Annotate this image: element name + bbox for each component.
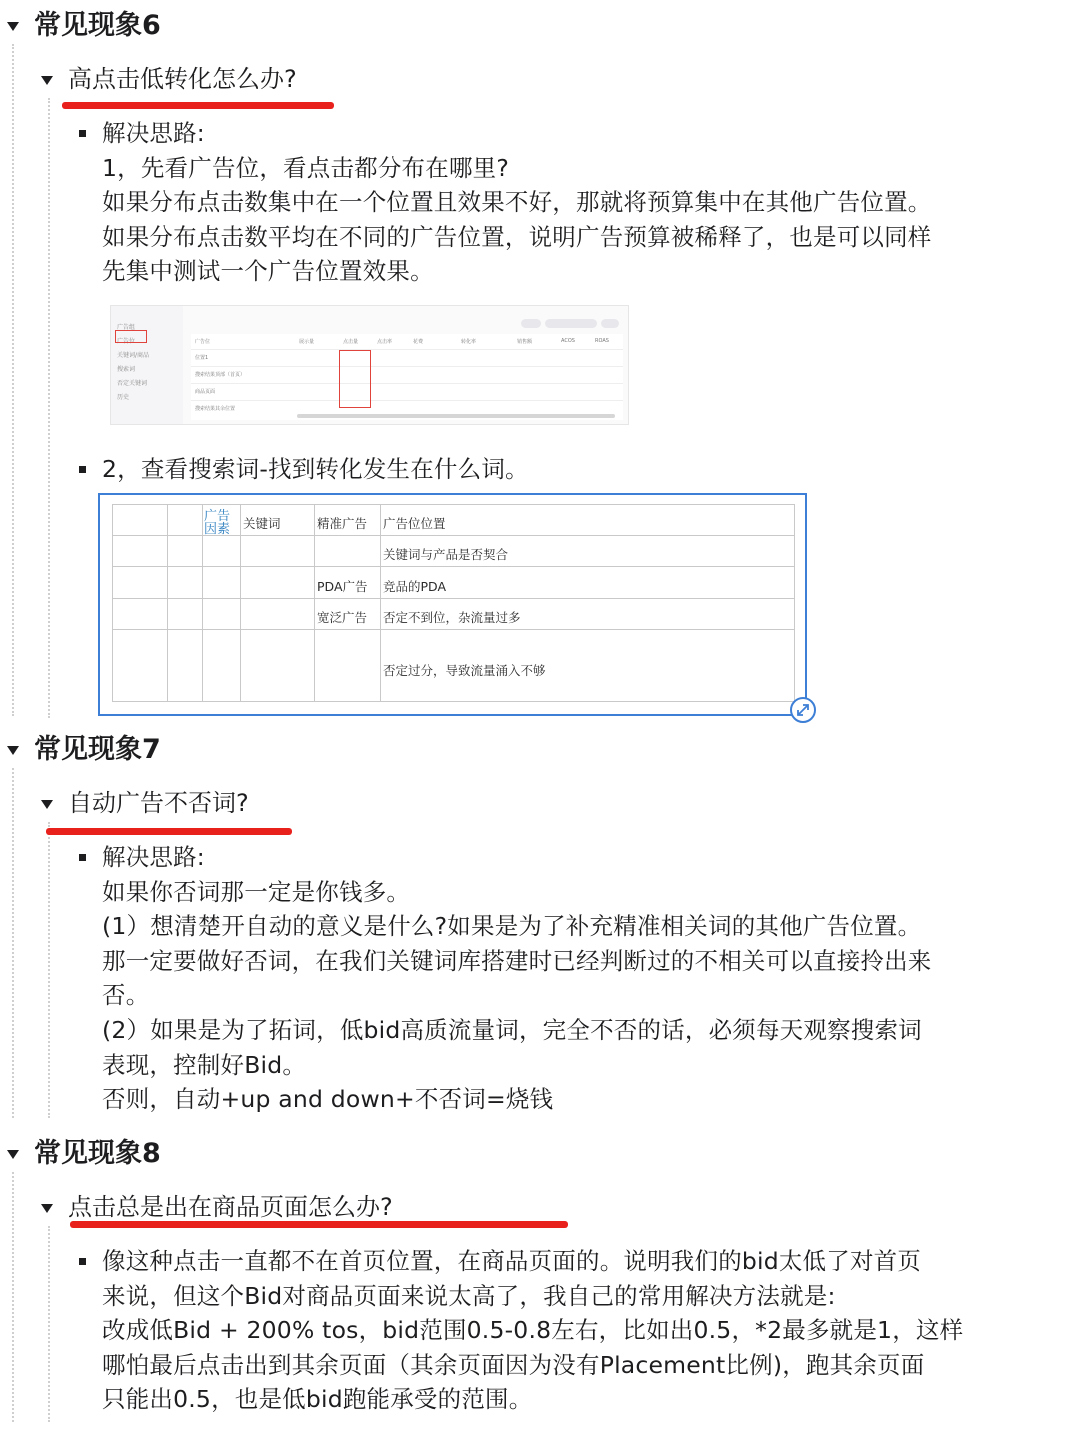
ad-desc: 关键词与产品是否契合	[383, 547, 509, 562]
ad-desc: 广告位位置	[383, 516, 446, 531]
outline-guide-l2	[48, 1226, 50, 1422]
outline-guide-l2	[48, 822, 50, 1118]
collapse-toggle-icon[interactable]	[41, 800, 53, 809]
keyword-label: 关键词	[243, 516, 281, 531]
ad-factor-table-image[interactable]	[98, 493, 807, 716]
ad-desc: 否定不到位，杂流量过多	[383, 610, 521, 625]
bullet-icon	[79, 854, 86, 861]
outline-guide-l2	[48, 98, 50, 718]
ad-placement-screenshot: 广告组 广告位 关键词/商品 搜索词 否定关键词 历史 广告位 展示量 点击量 点击率 花费 转化率 销售额 ACOS ROAS 位置1 搜索结果顶部（首页） 商品页面 搜索结果其余位置	[110, 305, 629, 425]
question-heading: 高点击低转化怎么办?	[68, 65, 297, 93]
bullet-icon	[79, 130, 86, 137]
ad-type: 精准广告	[317, 516, 368, 531]
bullet-text: 解决思路: 1，先看广告位，看点击都分布在哪里? 如果分布点击数集中在一个位置且效果不好，那就将预算集中在其他广告位置。 如果分布点击数平均在不同的广告位置，说明广告预算被稀释了，也是可以同样 先集中测试一个广告位置效果。	[102, 119, 932, 286]
outline-guide-l1	[12, 1172, 14, 1422]
collapse-toggle-icon[interactable]	[7, 1150, 19, 1159]
ad-type: PDA广告	[317, 579, 368, 594]
section-heading: 常见现象6	[34, 10, 161, 41]
collapse-toggle-icon[interactable]	[41, 1204, 53, 1213]
factor-label: 广告因素	[203, 509, 230, 537]
red-underline	[70, 1221, 568, 1228]
question-heading: 自动广告不否词?	[68, 789, 249, 817]
collapse-toggle-icon[interactable]	[7, 746, 19, 755]
outline-guide-l1	[12, 768, 14, 1118]
ad-desc: 竞品的PDA	[383, 579, 446, 594]
collapse-toggle-icon[interactable]	[7, 22, 19, 31]
bullet-text: 解决思路: 如果你否词那一定是你钱多。 (1）想清楚开自动的意义是什么?如果是为了补充精准相关词的其他广告位置。 那一定要做好否词，在我们关键词库搭建时已经判断过的不相关可以直接拎出来 否。 (2）如果是为了拓词，低bid高质流量词，完全不否的话，必须每天观察搜索词 表现，控制好Bid。 否则，自动+up and down+不否词=烧钱	[102, 843, 932, 1114]
bullet-icon	[79, 1258, 86, 1265]
section-heading: 常见现象8	[34, 1138, 161, 1169]
bullet-text: 像这种点击一直都不在首页位置，在商品页面的。说明我们的bid太低了对首页 来说，但这个Bid对商品页面来说太高了，我自己的常用解决方法就是: 改成低Bid + 200% tos，bid范围0.5-0.8左右，比如出0.5，*2最多就是1，这样 哪怕最后点击出到其余页面（其余页面因为没有Placement比例)，跑其余页面 只能出0.5，也是低bid跑能承受的范围。	[102, 1247, 964, 1414]
bullet-icon	[79, 466, 86, 473]
outline-guide-l1	[12, 44, 14, 716]
ad-type: 宽泛广告	[317, 610, 368, 625]
ad-desc: 否定过分，导致流量涌入不够	[383, 663, 546, 678]
ad-factor-table	[112, 504, 794, 701]
red-underline	[46, 828, 292, 835]
collapse-toggle-icon[interactable]	[41, 76, 53, 85]
red-underline	[62, 102, 334, 109]
resize-handle-icon[interactable]	[790, 697, 816, 723]
question-heading: 点击总是出在商品页面怎么办?	[68, 1193, 393, 1221]
bullet-text: 2，查看搜索词-找到转化发生在什么词。	[102, 455, 529, 483]
section-heading: 常见现象7	[34, 734, 161, 765]
